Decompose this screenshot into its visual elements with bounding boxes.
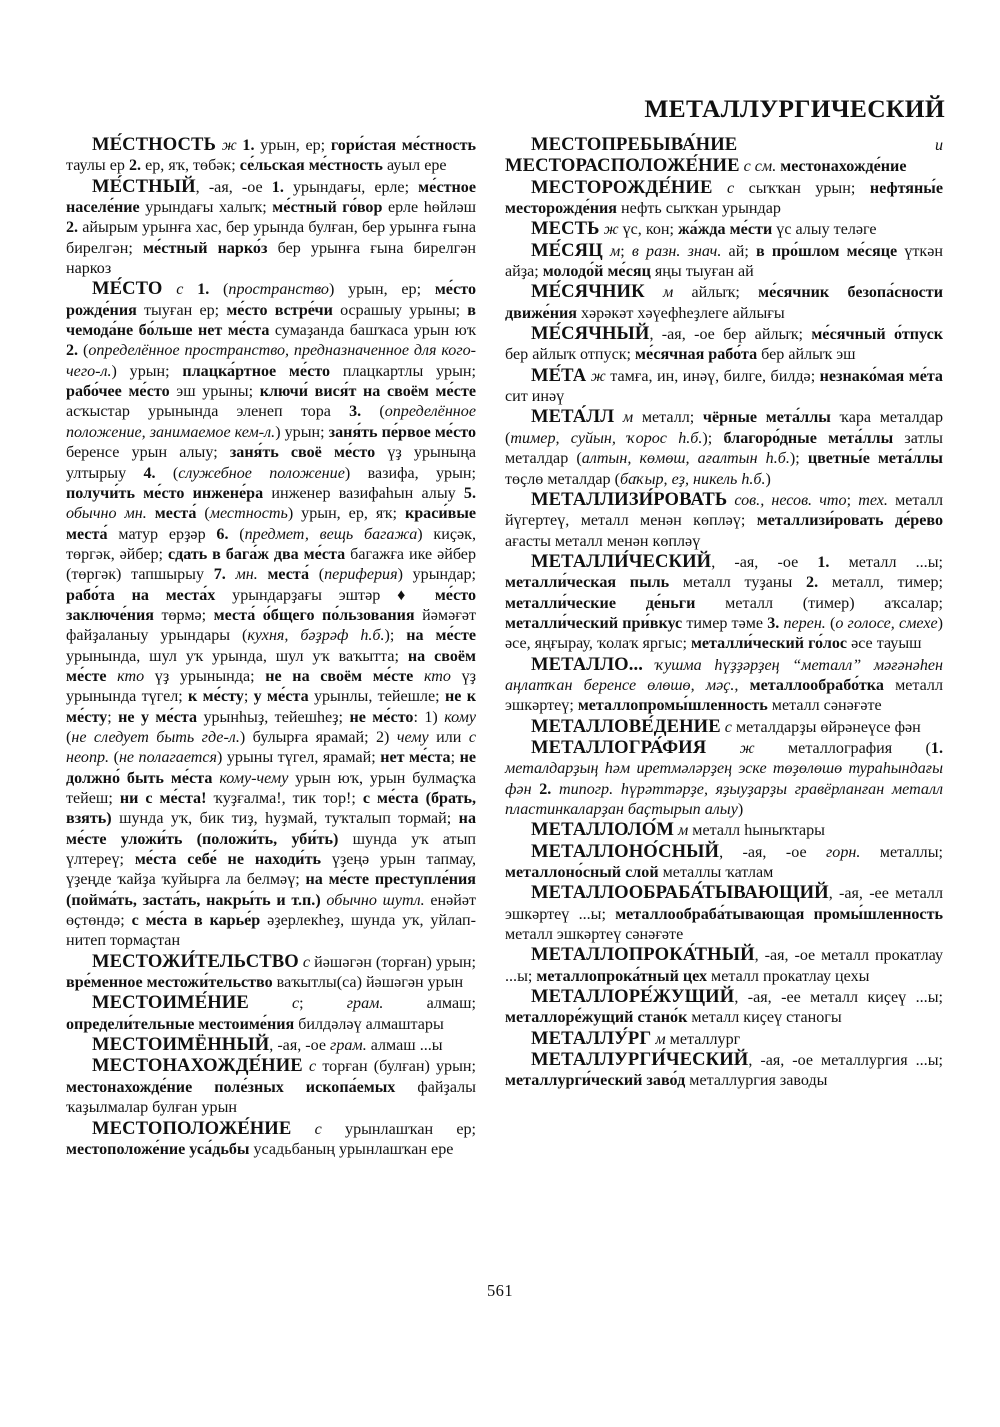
running-head: МЕТАЛЛУРГИЧЕСКИЙ: [644, 94, 945, 123]
dictionary-entry: МЕСТОЖИ́ТЕЛЬСТВО с йәшәгән (торған) урын; вре́менное местожи́тельство ваҡытлы(са) йәшәгән урын: [66, 950, 476, 992]
dictionary-entry: МЕТАЛЛОПРОКА́ТНЫЙ, -ая, -ое металл прокатлау ...ы; металлопрока́тный цех металл прокатлау цехы: [505, 944, 943, 985]
dictionary-entry: МЕТАЛЛИЗИ́РОВАТЬ сов., несов. что; тех. металл йүгертеү, металл менән көпләү; металлизи́ровать де́рево ағасты металл менән көпләү: [505, 488, 943, 550]
dictionary-entry: МЕСТОИМЕ́НИЕ с; грам. алмаш; определи́тельные местоиме́ния билдәләү алмаштары: [66, 992, 476, 1033]
dictionary-entry: МЕТАЛЛУ́РГ м металлург: [531, 1027, 741, 1049]
dictionary-entry: МЕТА́ЛЛ м металл; чёрные мета́ллы ҡара металдар (тимер, суйын, ҡорос һ.б.); благоро́дные мета́ллы затлы металдар (алтын, көмөш, ағалтын һ.б.); цветны́е мета́ллы төҫлө металдар (баҡыр, еҙ, никель һ.б.): [505, 406, 943, 488]
dictionary-entry: МЕСТОНАХОЖДЕ́НИЕ с торған (булған) урын; местонахожде́ние поле́зных ископа́емых файҙалы ҡаҙылмалар булған урын: [66, 1055, 476, 1117]
dictionary-entry: МЕ́СЯЧНИК м айлыҡ; ме́сячник безопа́сности движе́ния хәрәкәт хәүефһеҙлеге айлығы: [505, 281, 943, 322]
dictionary-entry: МЕТАЛЛО... ҡушма һүҙҙәрҙең “металл” мәғәнәһен аңлатҡан беренсе өлөшө, мәҫ., металлообрабо́тка металл эшкәртеү; металлопромы́шленность металл сәнәғәте: [505, 653, 943, 715]
page-number: 561: [487, 1281, 513, 1300]
dictionary-entry: МЕ́СЯЦ м; в разн. знач. ай; в про́шлом ме́сяце үткән айҙа; молодо́й ме́сяц яңы тыуған ай: [505, 239, 943, 281]
dictionary-entry: МЕ́СЯЧНЫЙ, -ая, -ое бер айлыҡ; ме́сячный о́тпуск бер айлыҡ отпуск; ме́сячная рабо́та бер айлыҡ эш: [505, 323, 944, 364]
dictionary-entry: МЕТАЛЛООБРАБА́ТЫВАЮЩИЙ, -ая, -ее металл эшкәртеү ...ы; металлообраба́тывающая промы́шленность металл эшкәртеү сәнәғәте: [505, 882, 943, 944]
dictionary-entry: МЕТАЛЛОГРА́ФИЯ ж металлография (1. металдарҙың һәм иретмәләрҙең эске төҙөлөшө тураһындағы фән 2. типогр. һүрәттәрҙе, яҙыуҙарҙы гравёрланған металл пластинкаларҙан баҫтырып алыу): [505, 736, 943, 818]
dictionary-entry: МЕСТОРОЖДЕ́НИЕ с сыҡҡан урын; нефтяны́е месторожде́ния нефть сыҡҡан урындар: [505, 176, 943, 218]
dictionary-entry: МЕТАЛЛОВЕ́ДЕНИЕ с металдарҙы өйрәнеүсе фән: [531, 715, 921, 737]
dictionary-entry: МЕ́СТО с 1. (пространство) урын, ер; ме́сто рожде́ния тыуған ер; ме́сто встре́чи осрашыу урыны; в чемода́не бо́льше нет ме́ста сумаҙанда башҡаса урын юҡ 2. (определённое пространство, предназначенное для кого-чего-л.) урын; плацка́ртное ме́сто плацкартлы урын; рабо́чее ме́сто эш урыны; ключи́ вися́т на своём ме́сте асҡыстар урынында эленеп тора 3. (определённое положение, занимаемое кем-л.) урын; заня́ть пе́рвое ме́сто беренсе урын алыу; заня́ть своё ме́сто үҙ урыныңа ултырыу 4. (служебное положение) вазифа, урын; получи́ть ме́сто инжене́ра инженер вазифаһын алыу 5. обычно мн. места́ (местность) урын, ер, яҡ; краси́вые места́ матур ерҙәр 6. (предмет, вещь багажа) киҫәк, төргәк, әйбер; сдать в бага́ж два ме́ста багажға ике әйбер (төргәк) тапшырыу 7. мн. места́ (периферия) урындар; рабо́та на места́х урындарҙағы эштәр ♦ ме́сто заключе́ния төрмә; места́ о́бщего по́льзования йәмәғәт файҙаланыу урындары (кухня, бәҙрәф һ.б.); на ме́сте урынында, шул уҡ урында, шул уҡ ваҡытта; на своём ме́сте кто үҙ урынында; не на своём ме́сте кто үҙ урынында түгел; к ме́сту; у ме́ста урынлы, тейешле; не к ме́сту; не у ме́ста урынһыҙ, тейешһеҙ; не ме́сто: 1) кому (не следует быть где-л.) булырға ярамай; 2) чему или с неопр. (не полагается) урыны түгел, ярамай; нет ме́ста; не должно́ быть ме́ста кому-чему урын юҡ, урын булмаҫҡа тейеш; ни с ме́ста! ҡуҙғалма!, тик тор!; с ме́ста (брать, взять) шунда уҡ, бик тиҙ, һуҙмай, туҡталып тормай; на ме́сте уложи́ть (положи́ть, уби́ть) шунда уҡ атып үлтереү; ме́ста себе́ не находи́ть үҙеңә урын тапмау, үҙеңде ҡайҙа ҡуйырға ла белмәү; на ме́сте преступле́ния (пойма́ть, заста́ть, накры́ть и т.п.) обычно шутл. енәйәт өҫтөндә; с ме́ста в карье́р әҙерлекһеҙ, шунда уҡ, уйлап-нитеп тормаҫтан: [66, 278, 477, 950]
dictionary-entry: МЕТАЛЛИ́ЧЕСКИЙ, -ая, -ое 1. металл ...ы; металли́ческая пыль металл туҙаны 2. металл, тимер; металли́ческие де́ньги металл (тимер) аҡсалар; металли́ческий при́вкус тимер тәме 3. перен. (о голосе, смехе) әсе, яңғырау, ҡолаҡ яргыс; металли́ческий го́лос әсе тауыш: [505, 550, 943, 653]
dictionary-entry: МЕТАЛЛОНО́СНЫЙ, -ая, -ое горн. металлы; металлоно́сный слой металлы ҡатлам: [505, 840, 943, 882]
dictionary-entry: МЕСТОПОЛОЖЕ́НИЕ с урынлашҡан ер; местоположе́ние уса́дьбы усадьбаның урынлашҡан ере: [66, 1117, 476, 1158]
dictionary-entry: МЕ́ТА ж тамға, ин, инәү, билге, билдә; незнако́мая ме́та сит инәү: [505, 364, 943, 406]
column-right: [505, 135, 943, 1092]
dictionary-entry: МЕТАЛЛОРЕ́ЖУЩИЙ, -ая, -ее металл киҫеү ...ы; металлоре́жущий стано́к металл киҫеү станогы: [505, 986, 943, 1027]
dictionary-entry: МЕ́СТНЫЙ, -ая, -ое 1. урындағы, ерле; ме́стное населе́ние урындағы халыҡ; ме́стный го́вор ерле һөйләш 2. айырым урынға хас, бер урында булған, бер урынға ғына бирелгән; ме́стный нарко́з бер урынға ғына бирелгән наркоз: [66, 175, 476, 278]
dictionary-entry: МЕТАЛЛУРГИ́ЧЕСКИЙ, -ая, -ое металлургия ...ы; металлурги́ческий заво́д металлургия заводы: [505, 1049, 943, 1090]
dictionary-entry: МЕСТОПРЕБЫВА́НИЕ и МЕСТОРАСПОЛОЖЕ́НИЕ с см. местонахожде́ние: [505, 134, 943, 177]
dictionary-entry: МЕСТОИМЁННЫЙ, -ая, -ое грам. алмаш ...ы: [92, 1034, 443, 1056]
dictionary-entry: МЕТАЛЛОЛО́М м металл һыныҡтары: [531, 819, 825, 841]
dictionary-entry: МЕ́СТНОСТЬ ж 1. урын, ер; гори́стая ме́стность таулы ер 2. ер, яҡ, төбәк; се́льская ме́стность ауыл ере: [66, 134, 477, 175]
dictionary-entry: МЕСТЬ ж үс, кон; жа́жда ме́сти үс алыу теләге: [531, 218, 877, 240]
column-left: [66, 135, 476, 1160]
